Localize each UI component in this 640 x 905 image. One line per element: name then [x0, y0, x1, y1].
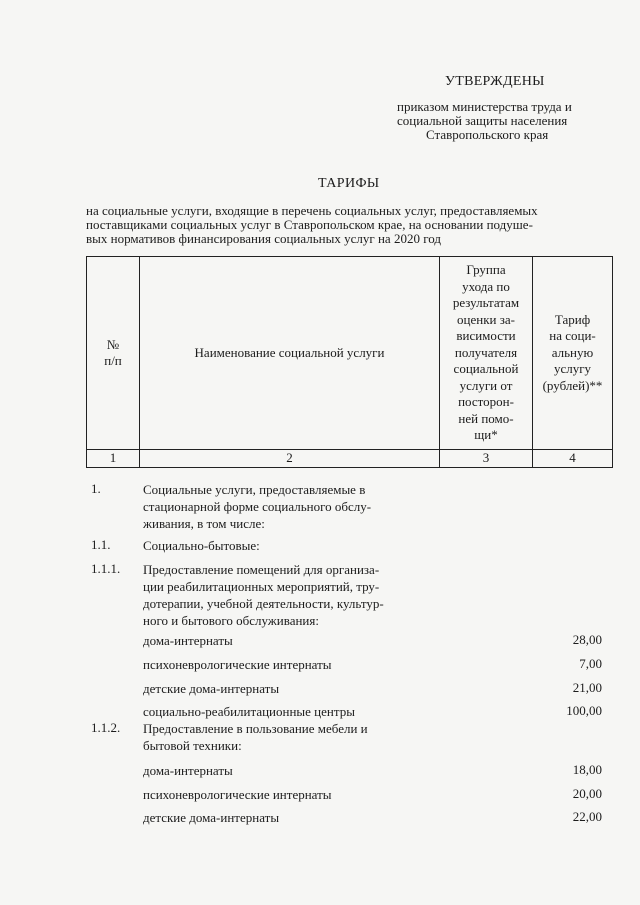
- header-care-group-line: ухода по: [462, 278, 510, 294]
- header-care-group: [440, 257, 533, 450]
- column-number: 3: [440, 450, 533, 468]
- header-care-group-line: оценки за-: [457, 311, 515, 327]
- tariff-value: 21,00: [572, 680, 602, 695]
- service-name-line: бытовой техники:: [143, 738, 242, 753]
- intro-text: [86, 204, 608, 246]
- header-care-group-line: получателя: [454, 344, 518, 360]
- header-tariff-line: услугу: [553, 361, 592, 377]
- row-number: 1.1.1.: [91, 561, 121, 576]
- header-number: [87, 257, 140, 450]
- service-name-line: дотерапии, учебной деятельности, культур-: [143, 596, 384, 611]
- service-subitem: дома-интернаты: [143, 633, 233, 648]
- service-subitem: психоневрологические интернаты: [143, 657, 332, 672]
- intro-line: вых нормативов финансирования социальных услуг на 2020 год: [86, 231, 441, 246]
- column-number: 4: [533, 450, 613, 468]
- tariff-value: 20,00: [572, 786, 602, 801]
- header-care-group-line: посторон-: [458, 394, 514, 410]
- header-care-group-line: ней помо-: [458, 410, 514, 426]
- intro-line: на социальные услуги, входящие в перечень социальных услуг, предоставляемых: [86, 203, 538, 218]
- header-number-line: п/п: [104, 353, 122, 368]
- tariff-value: 100,00: [566, 703, 602, 718]
- service-name-line: Предоставление помещений для организа-: [143, 562, 380, 577]
- header-tariff-line: на соци-: [549, 328, 596, 344]
- service-name-line: Предоставление в пользование мебели и: [143, 721, 368, 736]
- tariff-value: 7,00: [579, 656, 602, 671]
- service-subitem: детские дома-интернаты: [143, 810, 280, 825]
- service-subitem: психоневрологические интернаты: [143, 787, 332, 802]
- service-subitem: детские дома-интернаты: [143, 681, 280, 696]
- tariff-table-header: [86, 256, 613, 468]
- service-name: [143, 481, 426, 532]
- header-care-group-line: висимости: [456, 328, 516, 344]
- service-name-line: ного и бытового обслуживания:: [143, 613, 319, 628]
- header-tariff-line: альную: [551, 344, 594, 360]
- row-number: 1.1.2.: [91, 720, 121, 735]
- service-subitem: социально-реабилитационные центры: [143, 704, 355, 719]
- approval-line: Ставропольского края: [426, 127, 549, 142]
- service-name-line: ции реабилитационных мероприятий, тру-: [143, 579, 380, 594]
- service-name-line: Социально-бытовые:: [143, 538, 260, 553]
- header-service-name: Наименование социальной услуги: [140, 257, 440, 450]
- header-tariff-line: Тариф: [554, 311, 591, 327]
- service-subitem: дома-интернаты: [143, 763, 233, 778]
- document-title: ТАРИФЫ: [318, 176, 380, 191]
- row-number: 1.1.: [91, 537, 111, 552]
- header-tariff: [533, 257, 613, 450]
- header-care-group-line: услуги от: [459, 377, 513, 393]
- tariff-value: 18,00: [572, 762, 602, 777]
- column-number: 1: [87, 450, 140, 468]
- tariff-value: 28,00: [572, 632, 602, 647]
- service-name-line: стационарной форме социального обслу-: [143, 499, 372, 514]
- header-care-group-line: результатам: [452, 295, 520, 311]
- header-tariff-line: (рублей)**: [542, 377, 603, 393]
- column-number: 2: [140, 450, 440, 468]
- header-care-group-line: Группа: [466, 262, 506, 278]
- tariff-value: 22,00: [572, 809, 602, 824]
- service-name-line: Социальные услуги, предоставляемые в: [143, 482, 366, 497]
- intro-line: поставщиками социальных услуг в Ставропольском крае, на основании подуше-: [86, 217, 533, 232]
- service-name: [143, 537, 426, 554]
- header-care-group-line: социальной: [453, 361, 519, 377]
- approval-line: социальной защиты населения: [397, 113, 568, 128]
- approval-line: приказом министерства труда и: [397, 99, 572, 114]
- approval-heading: УТВЕРЖДЕНЫ: [445, 74, 545, 89]
- row-number: 1.: [91, 481, 101, 496]
- header-number-line: №: [106, 336, 120, 352]
- service-name: [143, 720, 426, 754]
- header-care-group-line: щи*: [474, 427, 498, 443]
- service-name-line: живания, в том числе:: [143, 516, 265, 531]
- service-name: [143, 561, 426, 629]
